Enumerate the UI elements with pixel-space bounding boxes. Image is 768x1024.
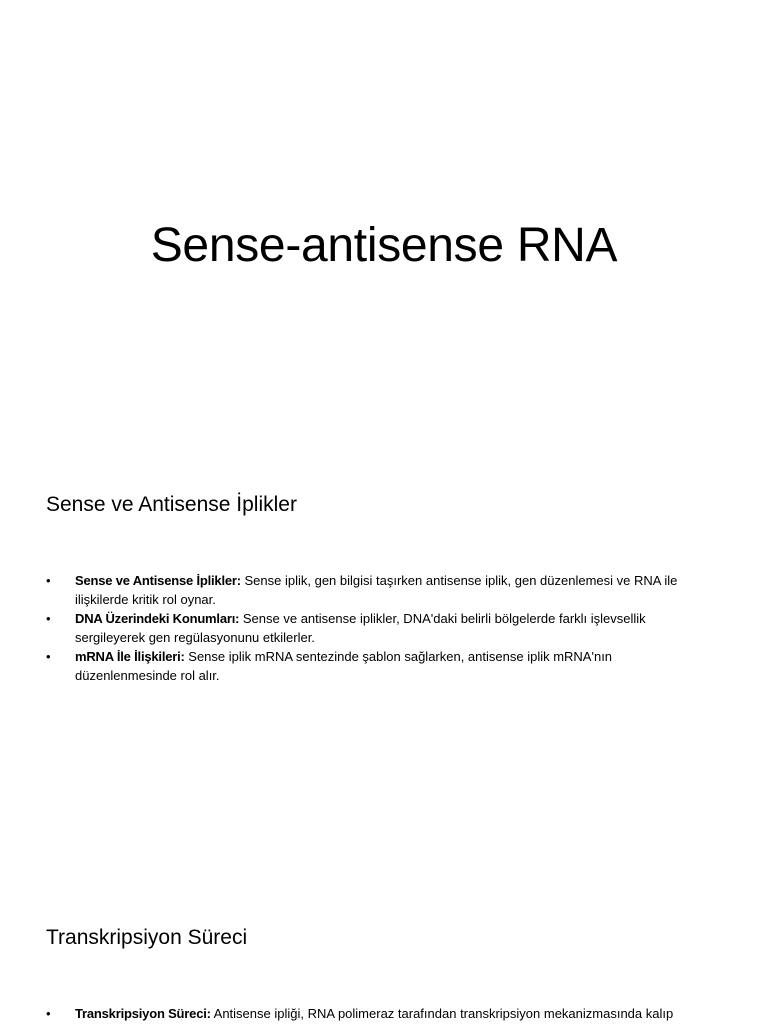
- list-item: [46, 647, 706, 685]
- bullet-text: Antisense ipliği, RNA polimeraz tarafından transkripsiyon mekanizmasında kalıp: [210, 1006, 674, 1021]
- section-heading-sense-antisense: Sense ve Antisense İplikler: [46, 493, 297, 516]
- bullet-list-transkripsiyon: [46, 1004, 706, 1023]
- bullet-icon: •: [46, 611, 51, 626]
- bullet-text: Sense iplik mRNA sentezinde şablon sağlarken, antisense iplik mRNA'nın düzenlenmesinde rol alır.: [75, 649, 613, 683]
- bullet-term: DNA Üzerindeki Konumları:: [75, 611, 240, 626]
- bullet-icon: •: [46, 649, 51, 664]
- list-item: [46, 1004, 706, 1023]
- bullet-text: Sense iplik, gen bilgisi taşırken antisense iplik, gen düzenlemesi ve RNA ile ilişkilerde kritik rol oynar.: [75, 573, 678, 607]
- bullet-icon: •: [46, 1006, 51, 1021]
- bullet-term: Transkripsiyon Süreci:: [75, 1006, 211, 1021]
- bullet-list-sense-antisense: [46, 571, 706, 685]
- list-item: [46, 609, 706, 647]
- bullet-icon: •: [46, 573, 51, 588]
- page-title: Sense-antisense RNA: [150, 219, 618, 272]
- section-heading-transkripsiyon: Transkripsiyon Süreci: [46, 926, 248, 949]
- bullet-term: Sense ve Antisense İplikler:: [75, 573, 241, 588]
- bullet-term: mRNA İle İlişkileri:: [75, 649, 185, 664]
- list-item: [46, 571, 706, 609]
- bullet-text: Sense ve antisense iplikler, DNA'daki belirli bölgelerde farklı işlevsellik sergileyerek gen regülasyonunu etkilerler.: [75, 611, 646, 645]
